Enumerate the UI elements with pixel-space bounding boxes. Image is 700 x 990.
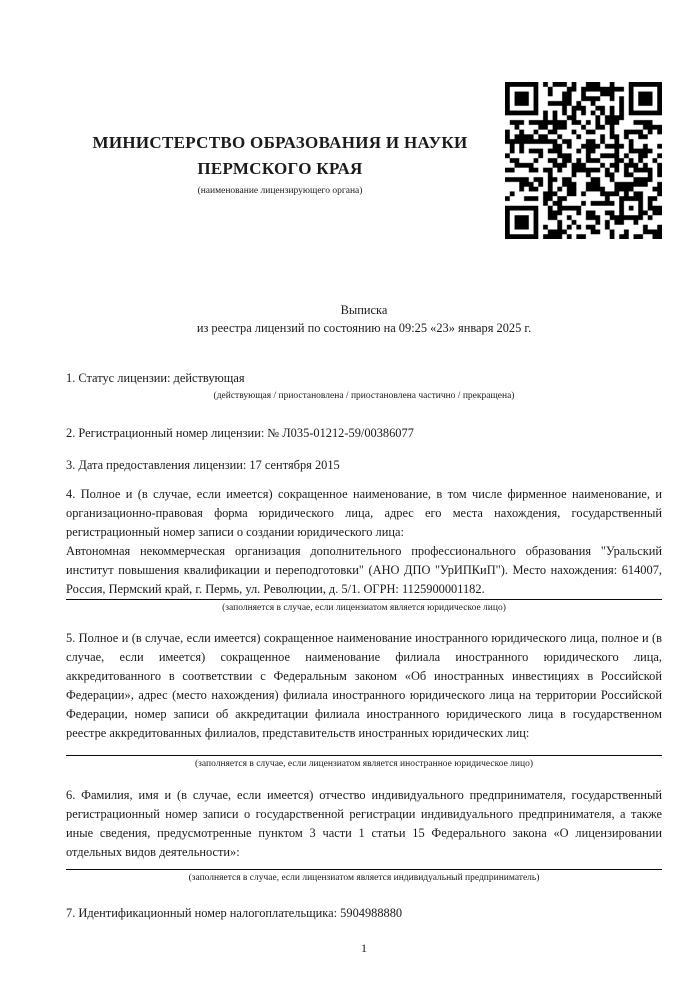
fill-line (66, 755, 662, 756)
individual-entrepreneur-label: 6. Фамилия, имя и (в случае, если имеется) отчество индивидуального предпринимателя, государственный регистрационный номер записи о государственной регистрации индивидуального предпринимателя, а также иные сведения, предусмотренные пунктом 3 части 1 статьи 15 Федерального закона «О лицензировании отдельных видов деятельности»: (66, 788, 662, 859)
individual-entrepreneur-note: (заполняется в случае, если лицензиатом является индивидуальный предприниматель) (188, 873, 540, 883)
page-number: 1 (361, 941, 367, 955)
license-status-note: (действующая / приостановлена / приостановлена частично / прекращена) (213, 391, 515, 401)
document-subtitle: из реестра лицензий по состоянию на 09:25 «23» января 2025 г. (196, 321, 532, 335)
fill-line (66, 869, 662, 870)
legal-entity-note: (заполняется в случае, если лицензиатом является юридическое лицо) (222, 603, 506, 613)
qr-code-icon (505, 82, 662, 239)
item-license-status (66, 369, 662, 402)
licensing-authority-caption: (наименование лицензирующего органа) (197, 186, 363, 196)
fill-line (66, 599, 662, 600)
item-grant-date: 3. Дата предоставления лицензии: 17 сентября 2015 (66, 458, 340, 472)
licensing-authority-name (66, 130, 494, 182)
document-header (66, 0, 662, 239)
document-title: Выписка (340, 303, 388, 317)
document-title-block (66, 301, 662, 337)
ministry-name-line1: МИНИСТЕРСТВО ОБРАЗОВАНИЯ И НАУКИ (92, 133, 468, 152)
foreign-entity-note: (заполняется в случае, если лицензиатом является иностранное юридическое лицо) (195, 759, 533, 769)
legal-entity-label: 4. Полное и (в случае, если имеется) сокращенное наименование, в том числе фирменное наименование, и организационно-правовая форма юридического лица, адрес его места нахождения, государственный регистрационный номер записи о создании юридического лица: (66, 487, 662, 539)
item-taxpayer-number: 7. Идентификационный номер налогоплательщика: 5904988880 (66, 906, 403, 920)
item-registration-number: 2. Регистрационный номер лицензии: № Л035-01212-59/00386077 (66, 426, 414, 440)
legal-entity-value: Автономная некоммерческая организация дополнительного профессионального образования "Уральский институт повышения квалификации и переподготовки" (АНО ДПО "УрИПКиП"). Место нахождения: 614007, Россия, Пермский край, г. Пермь, ул. Революции, д. 5/1. ОГРН: 1125900001182. (66, 544, 662, 596)
item-individual-entrepreneur (66, 786, 662, 884)
item-foreign-entity (66, 629, 662, 770)
ministry-name-line2: ПЕРМСКОГО КРАЯ (197, 159, 363, 178)
licensing-authority-block (66, 82, 494, 197)
item-legal-entity (66, 485, 662, 614)
foreign-entity-label: 5. Полное и (в случае, если имеется) сокращенное наименование иностранного юридического лица, полное и (в случае, если имеется) сокращенное наименование филиала иностранного юридического лица, аккредитованного в соответствии с Федеральным законом «Об иностранных инвестициях в Российской Федерации», адрес (место нахождения) филиала иностранного юридического лица на территории Российской Федерации, номер записи об аккредитации филиала иностранного юридического лица в государственном реестре аккредитованных филиалов, представительств иностранных юридических лиц: (66, 631, 662, 740)
license-status-text: 1. Статус лицензии: действующая (66, 371, 245, 385)
